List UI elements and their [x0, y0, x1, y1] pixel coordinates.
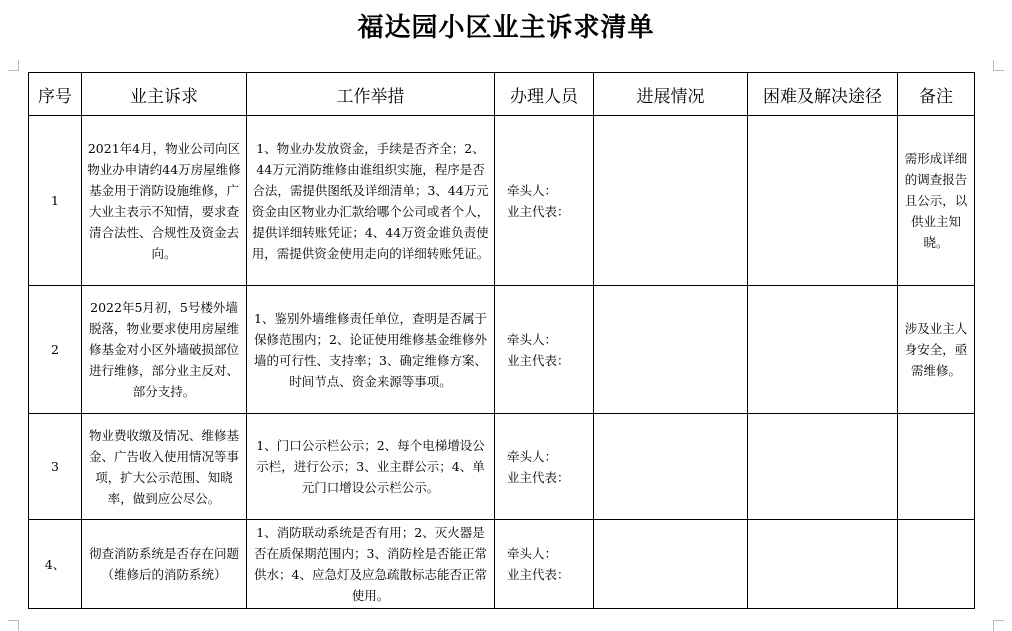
row-difficulty — [748, 414, 898, 520]
row-difficulty — [748, 286, 898, 414]
row-note — [898, 520, 975, 609]
lead-label: 牵头人： — [507, 331, 558, 347]
row-progress — [594, 116, 748, 286]
row-note: 涉及业主人身安全，亟需维修。 — [898, 286, 975, 414]
header-difficulty: 困难及解决途径 — [748, 73, 898, 116]
owner-rep-label: 业主代表： — [507, 567, 570, 582]
row-handler — [495, 520, 594, 609]
owner-rep-label: 业主代表： — [507, 352, 570, 368]
row-measures: 1、鉴别外墙维修责任单位，查明是否属于保修范围内；2、论证使用维修基金维修外墙的可行性、支持率；3、确定维修方案、时间节点、资金来源等事项。 — [247, 286, 495, 414]
margin-corner-mark — [8, 620, 19, 631]
row-index: 3 — [29, 414, 82, 520]
margin-corner-mark — [993, 620, 1004, 631]
header-progress: 进展情况 — [594, 73, 748, 116]
row-measures: 1、消防联动系统是否有用；2、灭火器是否在质保期范围内；3、消防栓是否能正常供水；4、应急灯及应急疏散标志能否正常使用。 — [247, 520, 495, 609]
row-demand: 2021年4月，物业公司向区物业办申请约44万房屋维修基金用于消防设施维修，广大业主表示不知情，要求查清合法性、合规性及资金去向。 — [82, 116, 247, 286]
margin-corner-mark — [8, 60, 19, 71]
row-note — [898, 414, 975, 520]
lead-label: 牵头人： — [507, 448, 558, 464]
margin-corner-mark — [993, 60, 1004, 71]
document-title: 福达园小区业主诉求清单 — [357, 13, 655, 43]
table-row — [29, 116, 975, 286]
lead-label: 牵头人： — [507, 546, 558, 561]
header-index: 序号 — [29, 73, 82, 116]
row-progress — [594, 414, 748, 520]
row-handler — [495, 116, 594, 286]
row-demand: 物业费收缴及情况、维修基金、广告收入使用情况等事项，扩大公示范围、知晓率，做到应公尽公。 — [82, 414, 247, 520]
header-handler: 办理人员 — [495, 73, 594, 116]
row-index: 1 — [29, 116, 82, 286]
row-handler — [495, 414, 594, 520]
row-index: 4、 — [29, 520, 82, 609]
row-index: 2 — [29, 286, 82, 414]
row-progress — [594, 286, 748, 414]
header-demand: 业主诉求 — [82, 73, 247, 116]
table-row — [29, 520, 975, 609]
row-demand: 彻查消防系统是否存在问题（维修后的消防系统） — [82, 520, 247, 609]
lead-label: 牵头人： — [507, 182, 558, 198]
row-difficulty — [748, 116, 898, 286]
row-measures: 1、门口公示栏公示；2、每个电梯增设公示栏，进行公示；3、业主群公示；4、单元门口增设公示栏公示。 — [247, 414, 495, 520]
owner-rep-label: 业主代表： — [507, 469, 570, 485]
row-difficulty — [748, 520, 898, 609]
table-header-row — [29, 73, 975, 116]
row-handler — [495, 286, 594, 414]
row-note: 需形成详细的调查报告且公示，以供业主知晓。 — [898, 116, 975, 286]
header-measures: 工作举措 — [247, 73, 495, 116]
row-progress — [594, 520, 748, 609]
header-note: 备注 — [898, 73, 975, 116]
row-measures: 1、物业办发放资金，手续是否齐全；2、44万元消防维修由谁组织实施，程序是否合法，需提供图纸及详细清单；3、44万元资金由区物业办汇款给哪个公司或者个人，提供详细转账凭证；4、44万资金谁负责使用，需提供资金使用走向的详细转账凭证。 — [247, 116, 495, 286]
owner-rep-label: 业主代表： — [507, 203, 570, 219]
row-demand: 2022年5月初，5号楼外墙脱落，物业要求使用房屋维修基金对小区外墙破损部位进行维修，部分业主反对、部分支持。 — [82, 286, 247, 414]
complaint-table — [28, 72, 975, 609]
table-row — [29, 414, 975, 520]
table-row — [29, 286, 975, 414]
